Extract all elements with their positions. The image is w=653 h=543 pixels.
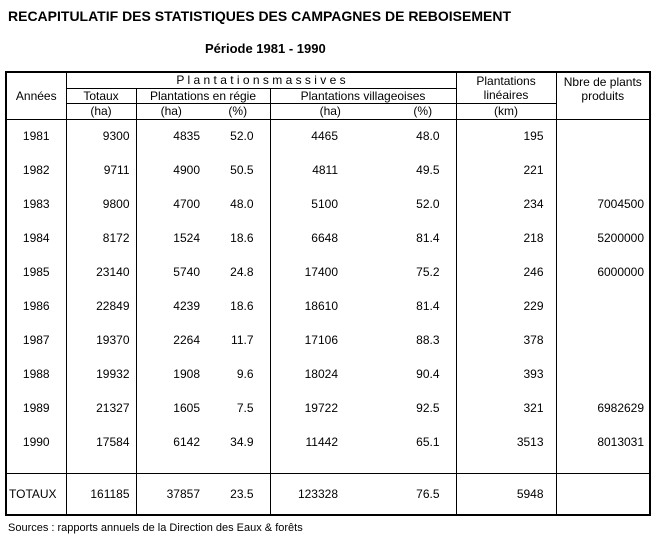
spacer-row-cell-0 bbox=[6, 459, 66, 473]
data-row-1989-cell-5: 92.5 bbox=[390, 391, 456, 425]
spacer-row-cell-1 bbox=[66, 459, 136, 473]
data-row-1983-cell-0: 1983 bbox=[6, 187, 66, 221]
data-row-1982-cell-1: 9711 bbox=[66, 153, 136, 187]
header-lineaires-line2: linéaires bbox=[483, 87, 529, 102]
data-row-1984-cell-4: 6648 bbox=[311, 231, 338, 245]
spacer-row-cell-7 bbox=[556, 459, 650, 473]
data-row-1985-cell-2: 5740 bbox=[173, 265, 200, 279]
data-row-1988-cell-2: 1908 bbox=[173, 367, 200, 381]
data-row-1986 bbox=[6, 289, 650, 323]
statistics-table bbox=[5, 71, 651, 516]
data-row-1989-cell-4: 19722 bbox=[304, 401, 338, 415]
data-row-1986-cell-5: 81.4 bbox=[390, 289, 456, 323]
data-row-1981-cell-4: 4465 bbox=[311, 129, 338, 144]
spacer-row-cell-5 bbox=[390, 459, 456, 473]
header-plantations-regie: Plantations en régie bbox=[136, 88, 270, 103]
data-row-1984-cell-5: 81.4 bbox=[390, 221, 456, 255]
spacer-row-cell-2 bbox=[136, 459, 206, 473]
data-row-1982-cell-5: 49.5 bbox=[390, 153, 456, 187]
data-row-1989-cell-1: 21327 bbox=[66, 391, 136, 425]
header-row-1 bbox=[6, 72, 650, 88]
data-row-1982-cell-0: 1982 bbox=[6, 153, 66, 187]
data-row-1986-cell-1: 22849 bbox=[66, 289, 136, 323]
data-row-1986-cell-4: 18610 bbox=[304, 299, 338, 313]
data-row-1989-cell-0: 1989 bbox=[6, 391, 66, 425]
data-row-1987-cell-3: 11.7 bbox=[206, 323, 270, 357]
data-row-1982-cell-2: 4900 bbox=[173, 163, 200, 177]
totals-row bbox=[6, 473, 650, 515]
data-row-1990-cell-4: 11442 bbox=[305, 435, 338, 449]
data-row-1989-cell-7: 6982629 bbox=[597, 401, 645, 415]
data-row-1981-cell-6: 195 bbox=[456, 119, 556, 153]
data-row-1986-cell-3: 18.6 bbox=[206, 289, 270, 323]
data-row-1990-cell-6: 3513 bbox=[456, 425, 556, 459]
table-body bbox=[6, 119, 650, 515]
data-row-1985 bbox=[6, 255, 650, 289]
data-row-1986-cell-2: 4239 bbox=[173, 299, 200, 313]
data-row-1988-cell-4: 18024 bbox=[304, 367, 338, 381]
data-row-1985-cell-4: 17400 bbox=[304, 265, 338, 279]
data-row-1981-cell-7 bbox=[556, 119, 650, 153]
document-subtitle: Période 1981 - 1990 bbox=[205, 41, 326, 56]
data-row-1983-cell-3: 48.0 bbox=[206, 187, 270, 221]
totals-row-cell-2: 37857 bbox=[136, 473, 206, 515]
data-row-1990-cell-0: 1990 bbox=[6, 425, 66, 459]
data-row-1982-cell-4: 4811 bbox=[312, 163, 338, 177]
data-row-1984 bbox=[6, 221, 650, 255]
data-row-1990-cell-3: 34.9 bbox=[206, 425, 270, 459]
totals-row-cell-6: 5948 bbox=[456, 473, 556, 515]
source-note: Sources : rapports annuels de la Direction des Eaux & forêts bbox=[8, 522, 303, 534]
data-row-1981-cell-3: 52.0 bbox=[206, 119, 270, 153]
data-row-1988-cell-3: 9.6 bbox=[206, 357, 270, 391]
data-row-1987 bbox=[6, 323, 650, 357]
data-row-1990 bbox=[6, 425, 650, 459]
data-row-1984-cell-0: 1984 bbox=[6, 221, 66, 255]
data-row-1990-cell-1: 17584 bbox=[66, 425, 136, 459]
data-row-1987-cell-5: 88.3 bbox=[390, 323, 456, 357]
spacer-row-cell-6 bbox=[456, 459, 556, 473]
data-row-1986-cell-7 bbox=[556, 289, 650, 323]
data-row-1989-cell-3: 7.5 bbox=[206, 391, 270, 425]
data-row-1988-cell-7 bbox=[556, 357, 650, 391]
header-nbre-plants bbox=[556, 72, 650, 119]
data-row-1984-cell-3: 18.6 bbox=[206, 221, 270, 255]
unit-regie-ha: (ha) bbox=[136, 103, 206, 119]
data-row-1985-cell-1: 23140 bbox=[66, 255, 136, 289]
document-title: RECAPITULATIF DES STATISTIQUES DES CAMPAGNES DE REBOISEMENT bbox=[8, 8, 511, 24]
data-row-1986-cell-6: 229 bbox=[456, 289, 556, 323]
unit-villageoises-ha: (ha) bbox=[270, 103, 390, 119]
header-plants-line2: produits bbox=[581, 89, 625, 103]
data-row-1983-cell-5: 52.0 bbox=[390, 187, 456, 221]
header-plantations-lineaires bbox=[456, 72, 556, 103]
data-row-1983-cell-1: 9800 bbox=[66, 187, 136, 221]
data-row-1989-cell-2: 1605 bbox=[173, 401, 200, 415]
data-row-1982-cell-7 bbox=[556, 153, 650, 187]
header-totaux: Totaux bbox=[66, 88, 136, 103]
totals-row-cell-4: 123328 bbox=[270, 473, 390, 515]
data-row-1985-cell-5: 75.2 bbox=[390, 255, 456, 289]
unit-totaux-ha: (ha) bbox=[66, 103, 136, 119]
data-row-1983 bbox=[6, 187, 650, 221]
header-plants-line1: Nbre de plants bbox=[563, 75, 642, 89]
table-header bbox=[6, 72, 650, 119]
data-row-1987-cell-0: 1987 bbox=[6, 323, 66, 357]
data-row-1987-cell-6: 378 bbox=[456, 323, 556, 357]
data-row-1985-cell-6: 246 bbox=[456, 255, 556, 289]
data-row-1988-cell-0: 1988 bbox=[6, 357, 66, 391]
data-row-1981-cell-2: 4835 bbox=[173, 129, 200, 144]
data-row-1985-cell-0: 1985 bbox=[6, 255, 66, 289]
data-row-1983-cell-7: 7004500 bbox=[597, 197, 645, 211]
totals-row-cell-5: 76.5 bbox=[390, 473, 456, 515]
data-row-1989-cell-6: 321 bbox=[456, 391, 556, 425]
data-row-1987-cell-4: 17106 bbox=[304, 333, 338, 347]
unit-lineaires-km: (km) bbox=[456, 103, 556, 119]
data-row-1990-cell-5: 65.1 bbox=[390, 425, 456, 459]
data-row-1984-cell-2: 1524 bbox=[173, 231, 200, 245]
data-row-1982 bbox=[6, 153, 650, 187]
data-row-1981-cell-5: 48.0 bbox=[390, 119, 456, 153]
data-row-1988-cell-1: 19932 bbox=[66, 357, 136, 391]
data-row-1990-cell-7: 8013031 bbox=[597, 435, 645, 449]
unit-regie-pct: (%) bbox=[206, 103, 270, 119]
data-row-1981-cell-0: 1981 bbox=[6, 119, 66, 153]
data-row-1989 bbox=[6, 391, 650, 425]
data-row-1983-cell-2: 4700 bbox=[173, 197, 200, 211]
unit-villageoises-pct: (%) bbox=[390, 103, 456, 119]
data-row-1984-cell-7: 5200000 bbox=[597, 231, 645, 245]
header-row-3 bbox=[6, 103, 650, 119]
data-row-1985-cell-3: 24.8 bbox=[206, 255, 270, 289]
data-row-1988-cell-6: 393 bbox=[456, 357, 556, 391]
data-row-1984-cell-6: 218 bbox=[456, 221, 556, 255]
header-lineaires-line1: Plantations bbox=[476, 73, 536, 88]
data-row-1984-cell-1: 8172 bbox=[66, 221, 136, 255]
data-row-1983-cell-4: 5100 bbox=[311, 197, 338, 211]
data-row-1983-cell-6: 234 bbox=[456, 187, 556, 221]
totals-row-cell-7 bbox=[556, 473, 650, 515]
data-row-1981-cell-1: 9300 bbox=[66, 119, 136, 153]
spacer-row-cell-4 bbox=[270, 459, 390, 473]
header-annees: Années bbox=[6, 72, 66, 119]
data-row-1986-cell-0: 1986 bbox=[6, 289, 66, 323]
data-row-1987-cell-1: 19370 bbox=[66, 323, 136, 357]
data-row-1985-cell-7: 6000000 bbox=[597, 265, 645, 279]
totals-row-cell-0: TOTAUX bbox=[6, 473, 66, 515]
data-row-1990-cell-2: 6142 bbox=[173, 435, 200, 449]
header-plantations-massives: P l a n t a t i o n s m a s s i v e s bbox=[66, 72, 456, 88]
data-row-1988 bbox=[6, 357, 650, 391]
totals-row-cell-3: 23.5 bbox=[206, 473, 270, 515]
totals-row-cell-1: 161185 bbox=[66, 473, 136, 515]
data-row-1988-cell-5: 90.4 bbox=[390, 357, 456, 391]
data-row-1982-cell-6: 221 bbox=[456, 153, 556, 187]
data-row-1987-cell-2: 2264 bbox=[173, 333, 200, 347]
data-row-1981 bbox=[6, 119, 650, 153]
header-plantations-villageoises: Plantations villageoises bbox=[270, 88, 456, 103]
spacer-row bbox=[6, 459, 650, 473]
data-row-1982-cell-3: 50.5 bbox=[206, 153, 270, 187]
data-row-1987-cell-7 bbox=[556, 323, 650, 357]
spacer-row-cell-3 bbox=[206, 459, 270, 473]
